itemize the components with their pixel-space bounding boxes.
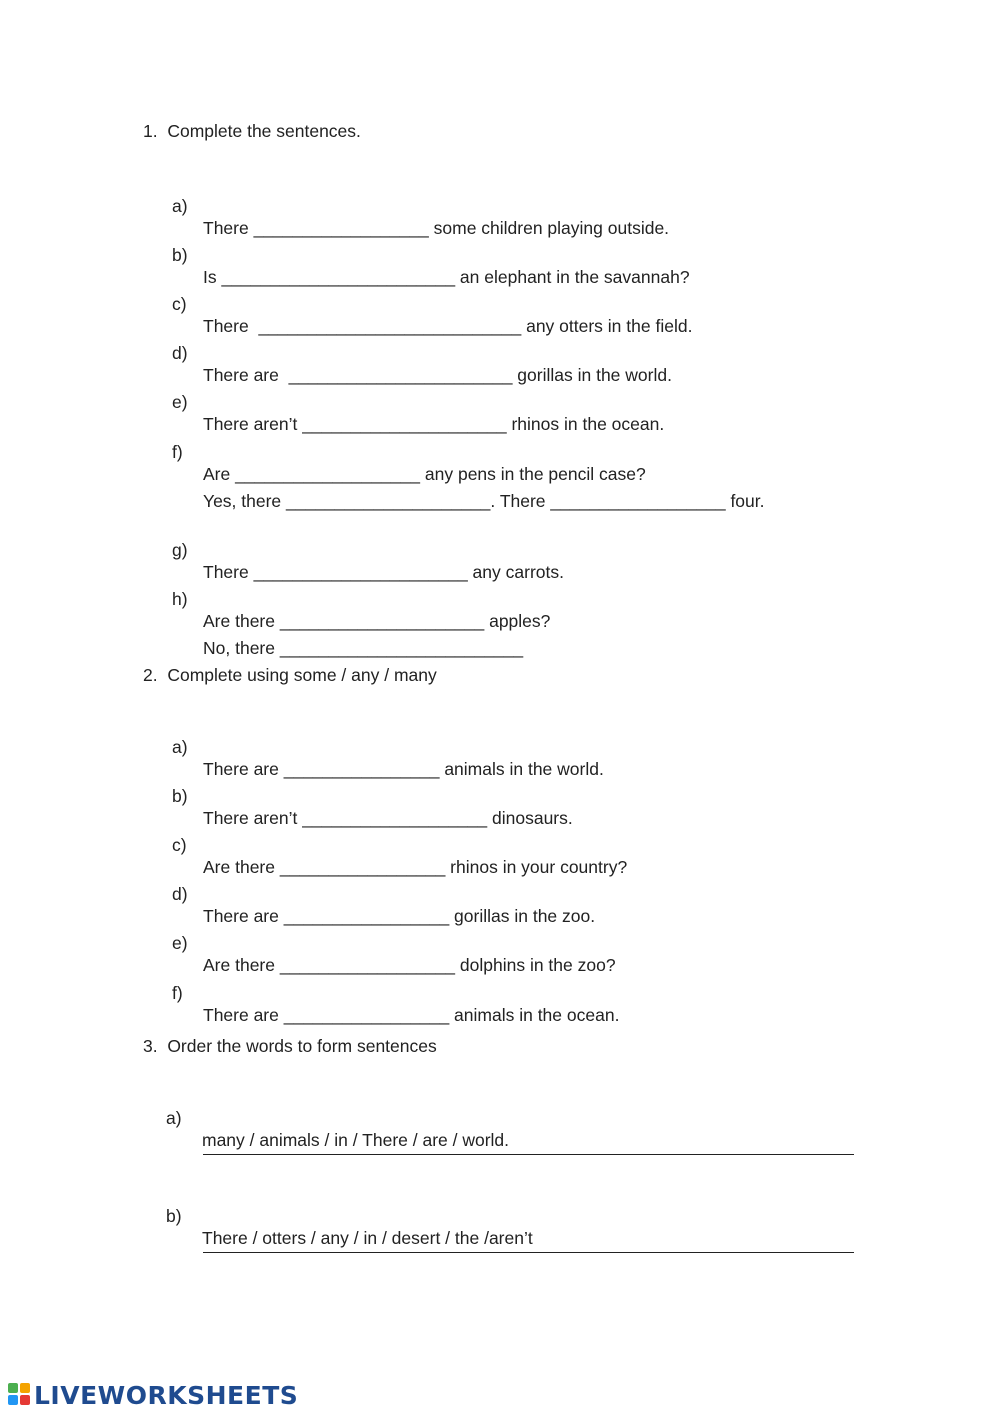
item-text: Is ________________________ an elephant in the savannah? [203, 267, 690, 287]
item-label: a) [172, 737, 188, 757]
item-label: e) [172, 933, 188, 953]
liveworksheets-logo-icon [8, 1383, 32, 1407]
item-label: b) [172, 245, 188, 265]
answer-line-3a[interactable] [203, 1154, 854, 1155]
item-label: c) [172, 835, 187, 855]
item-label: d) [172, 343, 188, 363]
section-3-heading: 3. Order the words to form sentences [143, 1036, 437, 1056]
question-3b [0, 1183, 533, 1249]
item-label: a) [166, 1108, 182, 1128]
item-text: many / animals / in / There / are / world. [202, 1130, 510, 1150]
brand-name: LIVEWORKSHEETS [34, 1380, 299, 1410]
item-text: There __________________ some children playing outside. [203, 218, 670, 238]
item-text: Yes, there _____________________. There __________________ four. [203, 491, 765, 511]
item-text: There / otters / any / in / desert / the /aren’t [202, 1228, 533, 1248]
item-text: Are there _____________________ apples? [203, 611, 551, 631]
item-label: f) [172, 442, 183, 462]
item-label: b) [166, 1206, 182, 1226]
item-label: c) [172, 294, 187, 314]
item-text: There are _________________ animals in the ocean. [203, 1005, 620, 1025]
item-label: b) [172, 786, 188, 806]
item-text: There are ________________ animals in the world. [203, 759, 604, 779]
item-label: f) [172, 983, 183, 1003]
liveworksheets-brand [8, 1381, 298, 1409]
item-text: There aren’t ___________________ dinosaurs. [203, 808, 573, 828]
item-text: Are there __________________ dolphins in the zoo? [203, 955, 616, 975]
section-2-heading: 2. Complete using some / any / many [143, 665, 437, 685]
item-text: Are there _________________ rhinos in your country? [203, 857, 628, 877]
answer-line-3b[interactable] [203, 1252, 854, 1253]
item-label: g) [172, 540, 188, 560]
item-text: There aren’t _____________________ rhinos in the ocean. [203, 414, 665, 434]
section-1-heading: 1. Complete the sentences. [143, 121, 361, 141]
item-text: There ______________________ any carrots. [203, 562, 564, 582]
item-text: There are _______________________ gorillas in the world. [203, 365, 672, 385]
item-label: a) [172, 196, 188, 216]
item-text: Are ___________________ any pens in the pencil case? [203, 464, 646, 484]
item-label: d) [172, 884, 188, 904]
item-label: e) [172, 392, 188, 412]
question-3a [0, 1085, 510, 1151]
item-text: No, there _________________________ [203, 638, 524, 658]
item-text: There are _________________ gorillas in the zoo. [203, 906, 596, 926]
item-label: h) [172, 589, 188, 609]
item-text: There ___________________________ any otters in the field. [203, 316, 693, 336]
